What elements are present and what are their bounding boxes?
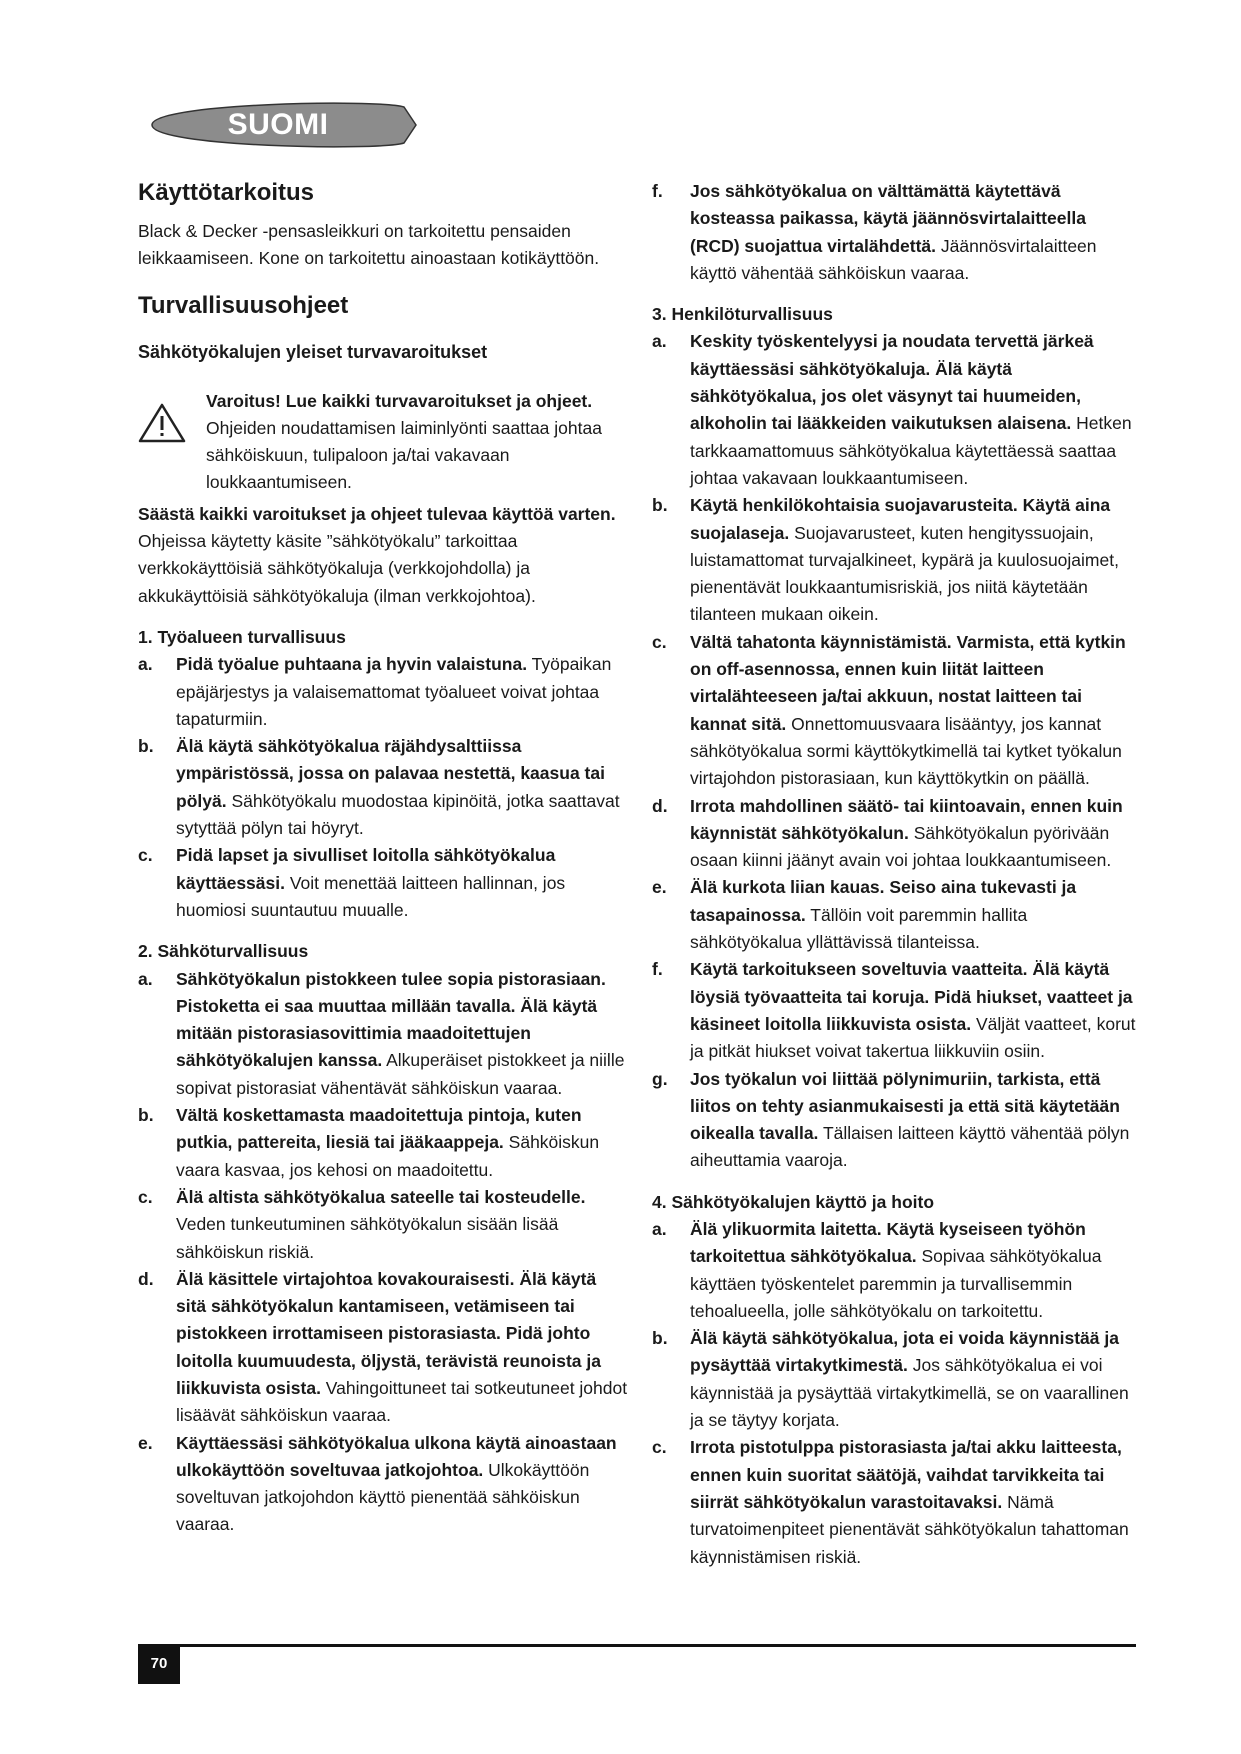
section-title: 2. Sähköturvallisuus bbox=[138, 941, 309, 962]
list-item bbox=[652, 956, 1138, 1065]
language-tab bbox=[138, 97, 418, 153]
list-item bbox=[652, 1066, 1138, 1175]
item-bold: Vältä tahatonta käynnistämistä. Varmista, että kytkin on off-asennossa, ennen kuin liität laitteen virtalähteeseen ja/tai akkuun, nostat laitteen tai kannat sitä. bbox=[690, 631, 1126, 734]
item-text: Jäännösvirtalaitteen käyttö vähentää sähköiskun vaaraa. bbox=[690, 235, 1097, 283]
section-title: 4. Sähkötyökalujen käyttö ja hoito bbox=[652, 1191, 935, 1212]
item-text: Alkuperäiset pistokkeet ja niille sopivat pistorasiat vähentävät sähköiskun vaaraa. bbox=[176, 1050, 625, 1098]
item-text: Tällaisen laitteen käyttö vähentää pölyn aiheuttamia vaaroja. bbox=[690, 1123, 1130, 1171]
safety-heading: Turvallisuusohjeet bbox=[138, 291, 349, 319]
safety-section bbox=[652, 1189, 1138, 1571]
item-bold: Jos työkalun voi liittää pölynimuriin, tarkista, että liitos on tehty asianmukaisesti ja että sitä käytetään oikealla tavalla. bbox=[690, 1068, 1120, 1144]
item-text: Sähköiskun vaara kasvaa, jos kehosi on maadoitettu. bbox=[176, 1132, 600, 1180]
item-bold: Pidä lapset ja sivulliset loitolla sähkötyökalua käyttäessäsi. bbox=[176, 845, 556, 893]
item-label: a. bbox=[138, 654, 153, 675]
item-label: b. bbox=[138, 1105, 154, 1126]
item-label: f. bbox=[652, 959, 663, 980]
item-text: Onnettomuusvaara lisääntyy, jos kannat sähkötyökalua sormi käyttökytkimellä tai kytket työkalun virtajohdon pistorasiaan, kun käyttökytkin on päällä. bbox=[690, 713, 1122, 789]
item-label: e. bbox=[652, 877, 667, 898]
item-label: b. bbox=[652, 1328, 668, 1349]
item-text: Sähkötyökalun pyörivään osaan kiinni jäänyt avain voi johtaa loukkaantumiseen. bbox=[690, 822, 1112, 871]
list-item bbox=[138, 1430, 628, 1539]
item-text: Sopivaa sähkötyökalua käyttäen työskentelet paremmin ja turvallisemmin tehoalueella, jolle sähkötyökalu on tarkoitettu. bbox=[690, 1246, 1102, 1321]
item-text: Jos sähkötyökalua ei voi käynnistää ja pysäyttää virtakytkimellä, se on vaarallinen ja se täytyy korjata. bbox=[690, 1355, 1129, 1431]
item-bold: Älä ylikuormita laitetta. Käytä kyseiseen työhön tarkoitettua sähkötyökalua. bbox=[690, 1218, 1086, 1267]
item-label: a. bbox=[138, 968, 153, 989]
item-bold: Käytä henkilökohtaisia suojavarusteita. Käytä aina suojalaseja. bbox=[690, 495, 1111, 543]
item-bold: Älä kurkota liian kauas. Seiso aina tukevasti ja tasapainossa. bbox=[690, 877, 1077, 925]
list-item bbox=[138, 651, 628, 733]
right-column bbox=[652, 178, 1138, 1585]
item-text: Työpaikan epäjärjestys ja valaisemattomat työalueet voivat johtaa tapaturmiin. bbox=[176, 654, 612, 729]
left-sections bbox=[138, 624, 628, 1539]
page-number: 70 bbox=[138, 1644, 180, 1684]
item-label: g. bbox=[652, 1068, 668, 1089]
list-item bbox=[652, 1434, 1138, 1570]
warning-text: Ohjeiden noudattamisen laiminlyönti saattaa johtaa sähköiskuun, tulipaloon ja/tai vakavaan loukkaantumiseen. bbox=[206, 417, 602, 493]
general-warnings-heading: Sähkötyökalujen yleiset turvavaroitukset bbox=[138, 341, 488, 362]
warning-bold-text: Varoitus! Lue kaikki turvavaroitukset ja ohjeet. bbox=[206, 390, 593, 411]
item-bold: Älä altista sähkötyökalua sateelle tai kosteudelle. bbox=[176, 1186, 586, 1207]
right-sections bbox=[652, 301, 1138, 1571]
intended-use-heading: Käyttötarkoitus bbox=[138, 179, 315, 206]
item-bold: Irrota pistotulppa pistorasiasta ja/tai akku laitteesta, ennen kuin suoritat säätöjä, vaihdat tarvikkeita tai siirrät sähkötyökalun varastoitavaksi. bbox=[690, 1437, 1122, 1512]
warning-block bbox=[138, 388, 628, 497]
save-instructions: Säästä kaikki varoitukset ja ohjeet tulevaa käyttöä varten. bbox=[138, 503, 616, 524]
item-label: c. bbox=[138, 1186, 153, 1207]
item-label: e. bbox=[138, 1432, 153, 1453]
item-label: d. bbox=[138, 1268, 154, 1289]
list-item bbox=[138, 966, 628, 1102]
item-label: c. bbox=[138, 845, 153, 866]
item-label: a. bbox=[652, 1218, 667, 1239]
item-text: Sähkötyökalu muodostaa kipinöitä, jotka saattavat sytyttää pölyn tai höyryt. bbox=[176, 790, 620, 839]
item-label: c. bbox=[652, 631, 667, 652]
item-bold: Käytä tarkoitukseen soveltuvia vaatteita. Älä käytä löysiä työvaatteita tai koruja. Pidä hiukset, vaatteet ja käsineet loitolla liikkuvista osista. bbox=[690, 959, 1133, 1034]
continued-item bbox=[652, 178, 1138, 287]
list-item bbox=[652, 328, 1138, 492]
term-definition: Ohjeissa käytetty käsite ”sähkötyökalu” tarkoittaa verkkokäyttöisiä sähkötyökaluja (verkkojohdolla) ja akkukäyttöisiä sähkötyökaluja (ilman verkkojohtoa). bbox=[138, 531, 536, 606]
safety-section bbox=[652, 301, 1138, 1175]
item-bold: Älä käytä sähkötyökalua räjähdysalttiissa ympäristössä, jossa on palavaa nestettä, kaasua tai pölyä. bbox=[176, 736, 605, 811]
list-item bbox=[652, 492, 1138, 628]
safety-section bbox=[138, 938, 628, 1539]
item-label: b. bbox=[652, 495, 668, 516]
list-item bbox=[652, 1325, 1138, 1434]
list-item bbox=[138, 1184, 628, 1266]
list-item bbox=[138, 1266, 628, 1430]
item-bold: Älä käsittele virtajohtoa kovakouraisesti. Älä käytä sitä sähkötyökalun kantamiseen, vetämiseen tai pistokkeen irrottamiseen pistorasiasta. Pidä johto loitolla kuumuudesta, öljystä, terävistä reunoista ja liikkuvista osista. bbox=[176, 1268, 601, 1398]
item-label: f. bbox=[652, 181, 663, 201]
list-item bbox=[138, 733, 628, 842]
item-bold: Jos sähkötyökalua on välttämättä käytettävä kosteassa paikassa, käytä jäännösvirtalaitteella (RCD) suojattua virtalähdettä. bbox=[690, 181, 1086, 256]
item-text: Veden tunkeutuminen sähkötyökalun sisään lisää sähköiskun riskiä. bbox=[176, 1214, 559, 1262]
item-text: Ulkokäyttöön soveltuvan jatkojohdon käyttö pienentää sähköiskun vaaraa. bbox=[176, 1459, 590, 1535]
left-column bbox=[138, 178, 628, 1553]
item-text: Tällöin voit paremmin hallita sähkötyökalua yllättävissä tilanteissa. bbox=[690, 904, 1028, 953]
item-bold: Vältä koskettamasta maadoitettuja pintoja, kuten putkia, pattereita, liesiä tai jääkaappeja. bbox=[176, 1105, 582, 1153]
section-title: 1. Työalueen turvallisuus bbox=[138, 626, 346, 647]
item-text: Nämä turvatoimenpiteet pienentävät sähkötyökalun tahattoman käynnistämisen riskiä. bbox=[690, 1491, 1129, 1567]
item-label: c. bbox=[652, 1437, 667, 1458]
item-label: d. bbox=[652, 795, 668, 816]
item-text: Suojavarusteet, kuten hengityssuojain, luistamattomat turvajalkineet, kypärä ja kuulosuojaimet, pienentävät loukkaantumisriskiä, jos niitä käytetään tilanteen mukaan oikein. bbox=[690, 522, 1119, 625]
intended-use-text: Black & Decker -pensasleikkuri on tarkoitettu pensaiden leikkaamiseen. Kone on tarkoitettu ainoastaan kotikäyttöön. bbox=[138, 221, 600, 269]
item-bold: Käyttäessäsi sähkötyökalua ulkona käytä ainoastaan ulkokäyttöön soveltuvaa jatkojohtoa. bbox=[176, 1432, 617, 1480]
language-label: SUOMI bbox=[227, 108, 329, 141]
item-bold: Irrota mahdollinen säätö- tai kiintoavain, ennen kuin käynnistät sähkötyökalun. bbox=[690, 795, 1123, 843]
list-item bbox=[652, 874, 1138, 956]
item-text: Vahingoittuneet tai sotkeutuneet johdot lisäävät sähköiskun vaaraa. bbox=[176, 1377, 628, 1426]
list-item bbox=[138, 842, 628, 924]
item-text: Hetken tarkkaamattomuus sähkötyökalua käytettäessä saattaa johtaa vakavaan loukkaantumiseen. bbox=[690, 413, 1132, 488]
list-item bbox=[652, 1216, 1138, 1325]
warning-triangle-icon bbox=[138, 388, 192, 497]
item-bold: Pidä työalue puhtaana ja hyvin valaistuna. bbox=[176, 654, 528, 675]
item-label: b. bbox=[138, 736, 154, 757]
list-item bbox=[652, 793, 1138, 875]
list-item bbox=[138, 1102, 628, 1184]
item-bold: Sähkötyökalun pistokkeen tulee sopia pistorasiaan. Pistoketta ei saa muuttaa millään tavalla. Älä käytä mitään pistorasiasovittimia maadoitettujen sähkötyökalujen kanssa. bbox=[176, 968, 606, 1071]
item-text: Väljät vaatteet, korut ja pitkät hiukset voivat takertua liikkuviin osiin. bbox=[690, 1013, 1136, 1062]
item-bold: Keskity työskentelyysi ja noudata tervettä järkeä käyttäessäsi sähkötyökaluja. Älä käytä sähkötyökalua, jos olet väsynyt tai huumeiden, alkoholin tai lääkkeiden vaikutuksen alaisena. bbox=[690, 331, 1094, 434]
item-text: Voit menettää laitteen hallinnan, jos huomiosi suuntautuu muualle. bbox=[176, 872, 566, 920]
footer-rule bbox=[138, 1644, 1136, 1647]
list-item bbox=[652, 629, 1138, 793]
safety-section bbox=[138, 624, 628, 924]
item-label: a. bbox=[652, 331, 667, 352]
item-bold: Älä käytä sähkötyökalua, jota ei voida käynnistää ja pysäyttää virtakytkimestä. bbox=[690, 1328, 1119, 1376]
section-title: 3. Henkilöturvallisuus bbox=[652, 304, 833, 325]
